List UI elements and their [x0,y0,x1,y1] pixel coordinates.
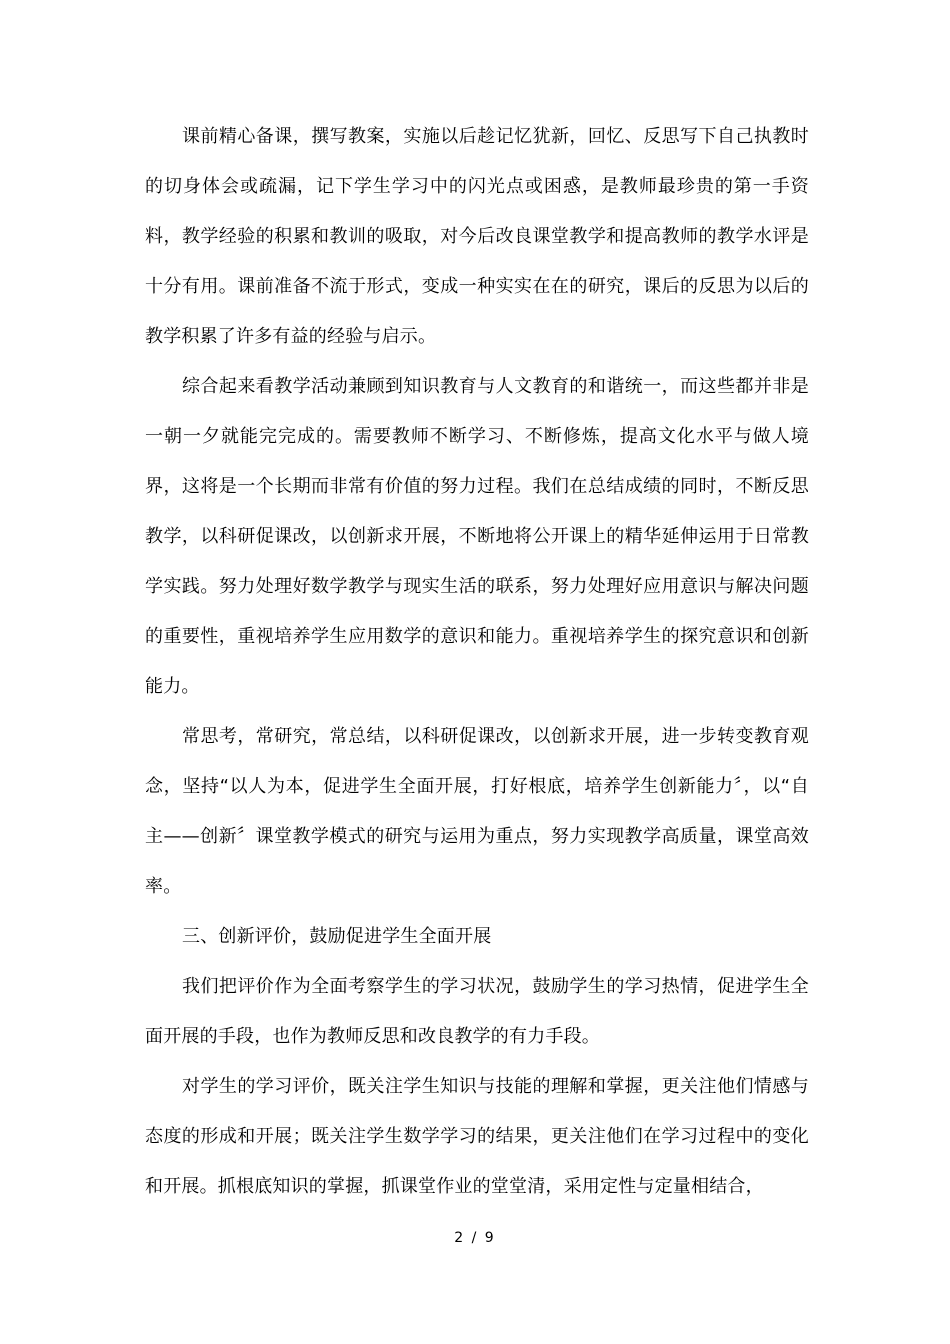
paragraph-lesson-preparation: 课前精心备课，撰写教案，实施以后趁记忆犹新，回忆、反思写下自己执教时的切身体会或疏漏，记下学生学习中的闪光点或困惑，是教师最珍贵的第一手资料，教学经验的积累和教训的吸取，对今后改良课堂教学和提高教师的教学水评是十分有用。课前准备不流于形式，变成一种实实在在的研究，课后的反思为以后的教学积累了许多有益的经验与启示。 [145,126,809,347]
paragraph-learning-evaluation: 对学生的学习评价，既关注学生知识与技能的理解和掌握，更关注他们情感与态度的形成和开展；既关注学生数学学习的结果，更关注他们在学习过程中的变化和开展。抓根底知识的掌握，抓课堂作业的堂堂清，采用定性与定量相结合， [145,1076,809,1197]
document-body [145,112,809,1212]
paragraph-reflection: 常思考，常研究，常总结，以科研促课改，以创新求开展，进一步转变教育观念，坚持“以人为本，促进学生全面开展，打好根底，培养学生创新能力〞，以“自主——创新〞课堂教学模式的研究与运用为重点，努力实现教学高质量，课堂高效率。 [145,726,809,897]
paragraph-evaluation-purpose: 我们把评价作为全面考察学生的学习状况，鼓励学生的学习热情，促进学生全面开展的手段，也作为教师反思和改良教学的有力手段。 [145,976,809,1047]
page-number: 2 / 9 [454,1230,496,1246]
paragraph-teaching-summary: 综合起来看教学活动兼顾到知识教育与人文教育的和谐统一，而这些都并非是一朝一夕就能完完成的。需要教师不断学习、不断修炼，提高文化水平与做人境界，这将是一个长期而非常有价值的努力过程。我们在总结成绩的同时，不断反思教学，以科研促课改，以创新求开展，不断地将公开课上的精华延伸运用于日常教学实践。努力处理好数学教学与现实生活的联系，努力处理好应用意识与解决问题的重要性，重视培养学生应用数学的意识和能力。重视培养学生的探究意识和创新能力。 [145,376,809,697]
section-heading-evaluation: 三、创新评价，鼓励促进学生全面开展 [182,926,492,947]
